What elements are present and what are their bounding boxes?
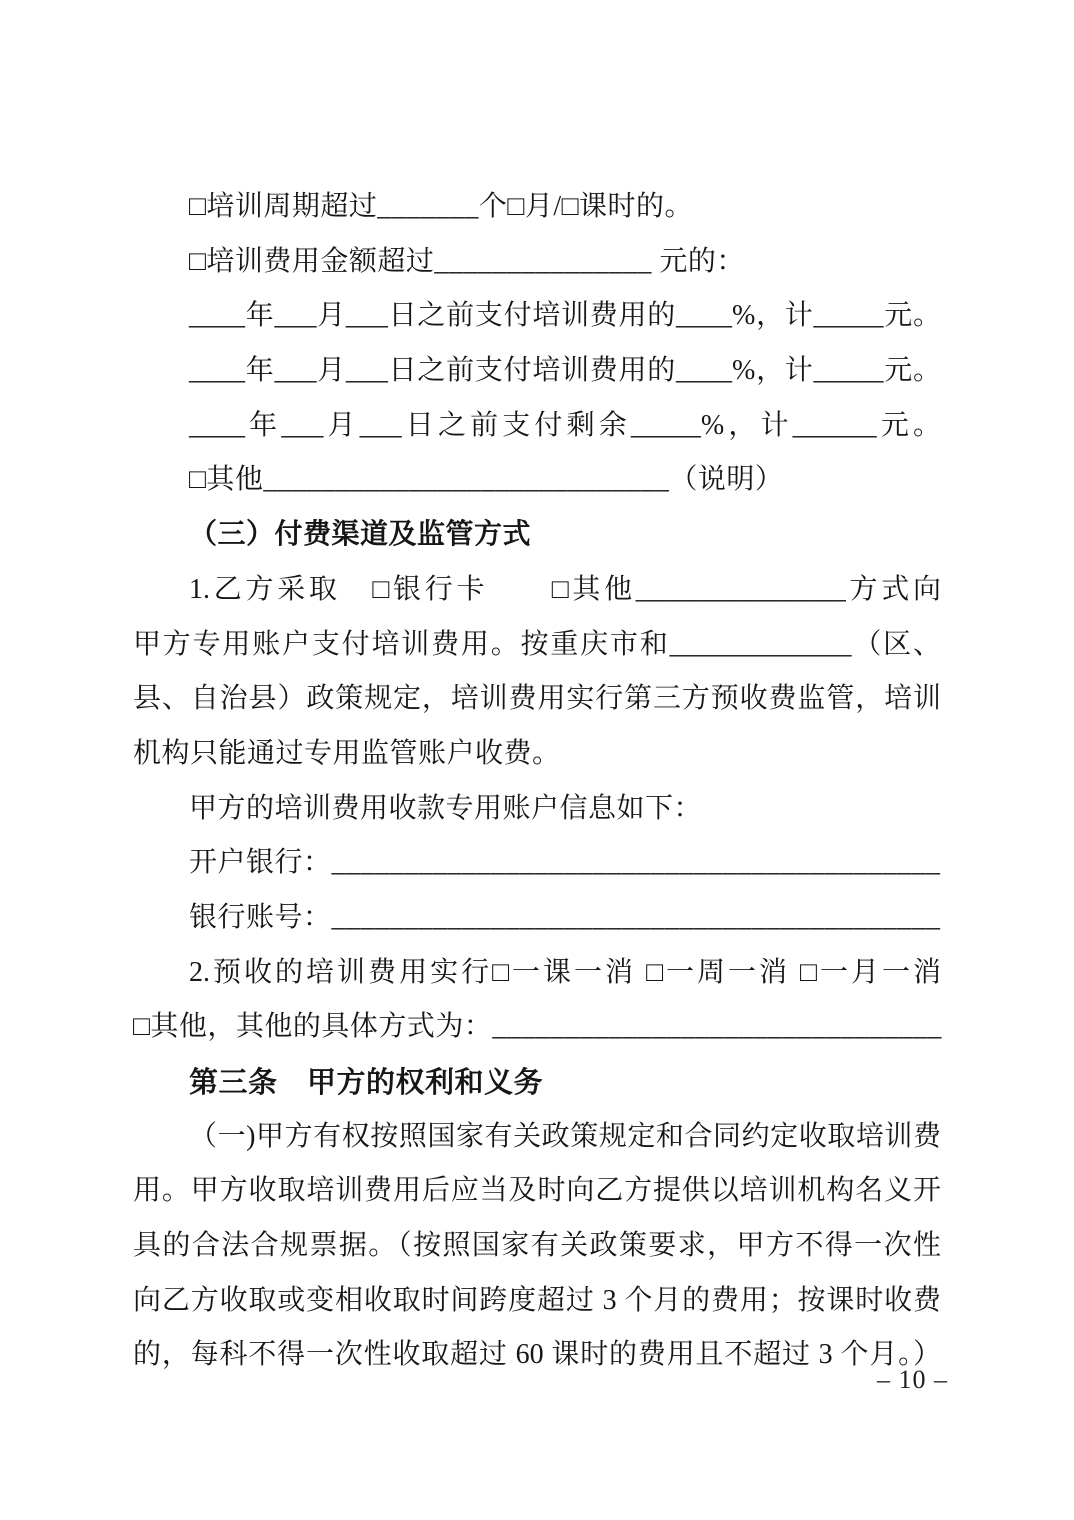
article-3-paragraph-line-3: 具的合法合规票据。（按照国家有关政策要求，甲方不得一次性 — [133, 1230, 941, 1262]
article-3-heading: 第三条 甲方的权利和义务 — [189, 1065, 544, 1099]
supervision-paragraph-line-2: 县、自治县）政策规定，培训费用实行第三方预收费监管，培训 — [133, 683, 941, 715]
article-3-paragraph-line-5: 的，每科不得一次性收取超过 60 课时的费用且不超过 3 个月。） — [133, 1339, 941, 1371]
bank-name-blank-line: 开户银行：__________________________________________ — [189, 847, 941, 879]
page-number: – 10 – — [877, 1365, 948, 1394]
article-3-paragraph-line-4: 向乙方收取或变相收取时间跨度超过 3 个月的费用；按课时收费 — [133, 1284, 941, 1316]
checkbox-line-other-explanation: □其他____________________________（说明） — [189, 464, 784, 496]
fee-deduction-mode-line: 2.预收的培训费用实行□一课一消 □一周一消 □一月一消 — [189, 956, 941, 988]
document-body — [133, 180, 941, 1383]
fee-deduction-other-line: □其他，其他的具体方式为：_______________________________ — [133, 1011, 942, 1043]
article-3-paragraph-line-1: （一)甲方有权按照国家有关政策规定和合同约定收取培训费 — [189, 1120, 941, 1152]
section-heading-payment-channel: （三）付费渠道及监管方式 — [189, 519, 532, 551]
article-3-paragraph-line-2: 用。甲方收取培训费用后应当及时向乙方提供以培训机构名义开 — [133, 1175, 941, 1207]
checkbox-line-fee-amount: □培训费用金额超过_______________ 元的： — [189, 245, 745, 277]
supervision-paragraph-line-1: 甲方专用账户支付培训费用。按重庆市和_____________（区、 — [133, 628, 941, 660]
checkbox-line-training-period: □培训周期超过_______个□月/□课时的。 — [189, 191, 694, 222]
payment-installment-line-2: ____年___月___日之前支付培训费用的____%，计_____元。 — [189, 355, 941, 387]
account-info-intro-line: 甲方的培训费用收款专用账户信息如下： — [189, 792, 703, 824]
bank-account-blank-line: 银行账号：__________________________________________ — [189, 901, 941, 933]
payment-installment-line-3: ____年___月___日之前支付剩余_____%，计______元。 — [189, 409, 941, 441]
payment-method-selection-line: 1.乙方采取 □银行卡 □其他_______________方式向 — [189, 573, 941, 605]
supervision-paragraph-line-3: 机构只能通过专用监管账户收费。 — [133, 737, 561, 769]
payment-installment-line-1: ____年___月___日之前支付培训费用的____%，计_____元。 — [189, 300, 941, 332]
